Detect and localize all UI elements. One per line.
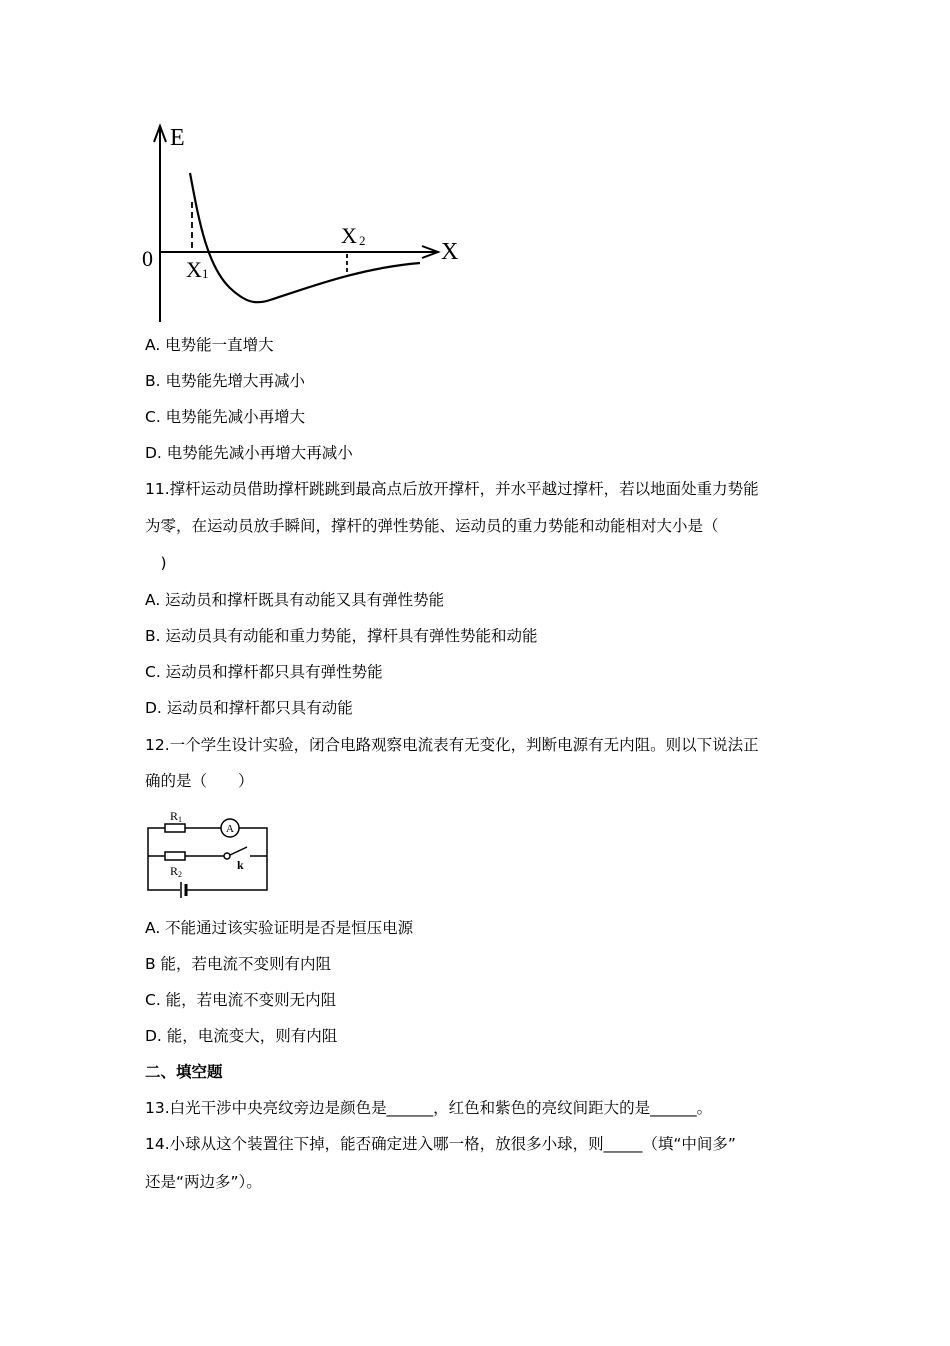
switch-label: k [237, 858, 244, 872]
q12-option-a: A. 不能通过该实验证明是否是恒压电源 [145, 919, 414, 937]
r1-subscript: 1 [178, 815, 182, 824]
resistor-r2 [165, 852, 185, 860]
q12-option-d: D. 能，电流变大，则有内阻 [145, 1027, 338, 1045]
resistor-r1 [165, 824, 185, 832]
q12-option-b: B 能，若电流不变则有内阻 [145, 955, 332, 973]
switch-pivot [224, 853, 230, 859]
ammeter-label: A [226, 823, 234, 835]
q13-stem: 13.白光干涉中央亮纹旁边是颜色是______，红色和紫色的亮纹间距大的是______。 [145, 1099, 713, 1117]
q10-option-d: D. 电势能先减小再增大再减小 [145, 444, 353, 462]
q11-stem-line3: ) [145, 554, 167, 572]
x1-label: X [186, 257, 202, 282]
x1-subscript: 1 [202, 266, 209, 281]
r1-label: R [170, 809, 179, 823]
x2-label: X [341, 223, 357, 248]
left-wire [148, 828, 180, 890]
circuit-diagram [148, 809, 267, 898]
q14-stem-line1: 14.小球从这个装置往下掉，能否确定进入哪一格，放很多小球，则_____（填“中间多” [145, 1135, 736, 1153]
energy-curve [190, 173, 420, 302]
q12-stem-line2: 确的是（ ） [145, 772, 254, 790]
q14-stem-line2: 还是“两边多”）。 [145, 1173, 262, 1191]
origin-label: 0 [142, 246, 153, 271]
energy-position-graph [142, 125, 458, 322]
section-heading-fill-in: 二、填空题 [145, 1063, 223, 1081]
r2-subscript: 2 [178, 870, 182, 879]
switch-k [230, 847, 247, 855]
q10-option-b: B. 电势能先增大再减小 [145, 372, 305, 390]
x-axis-label: X [441, 239, 459, 265]
q10-option-c: C. 电势能先减小再增大 [145, 408, 306, 426]
q10-option-a: A. 电势能一直增大 [145, 336, 274, 354]
q12-option-c: C. 能，若电流不变则无内阻 [145, 991, 337, 1009]
r2-label: R [170, 864, 179, 878]
q11-option-c: C. 运动员和撑杆都只具有弹性势能 [145, 663, 383, 681]
q11-option-b: B. 运动员具有动能和重力势能，撑杆具有弹性势能和动能 [145, 627, 538, 645]
q11-stem-line2: 为零，在运动员放手瞬间，撑杆的弹性势能、运动员的重力势能和动能相对大小是（ [145, 517, 719, 535]
q11-stem-line1: 11.撑杆运动员借助撑杆跳跳到最高点后放开撑杆，并水平越过撑杆，若以地面处重力势能 [145, 480, 759, 498]
x2-subscript: 2 [359, 233, 366, 248]
q11-option-a: A. 运动员和撑杆既具有动能又具有弹性势能 [145, 591, 445, 609]
y-axis-label: E [170, 125, 185, 151]
q12-stem-line1: 12.一个学生设计实验，闭合电路观察电流表有无变化，判断电源有无内阻。则以下说法正 [145, 736, 759, 754]
q11-option-d: D. 运动员和撑杆都只具有动能 [145, 699, 353, 717]
